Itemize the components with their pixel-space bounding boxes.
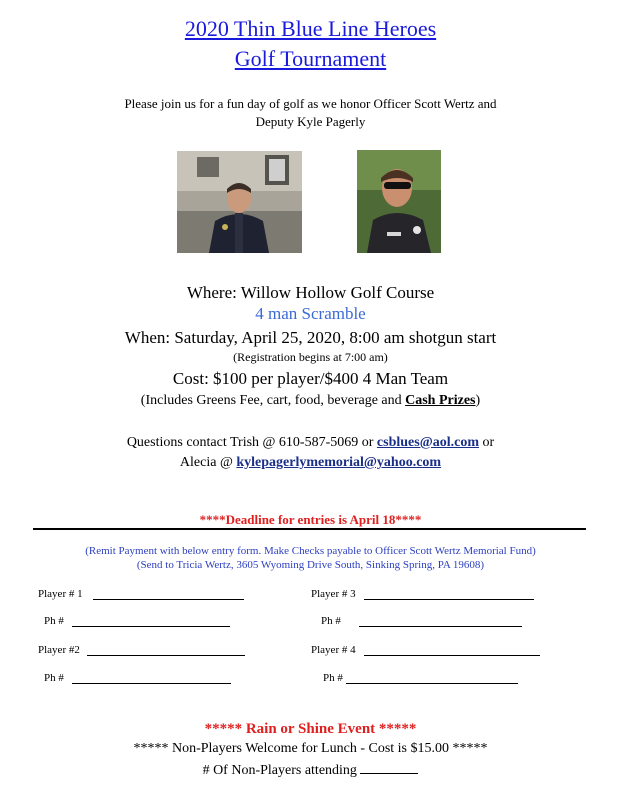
cost-line: Cost: $100 per player/$400 4 Man Team (172, 369, 449, 388)
officer-photo (177, 151, 302, 253)
contact-2-text: Alecia @ (179, 455, 237, 470)
player-4-field[interactable] (364, 655, 540, 656)
player-2-phone-field[interactable] (72, 683, 231, 684)
rain-or-shine-line: ***** Rain or Shine Event ***** (204, 721, 417, 737)
player-2-phone-label: Ph # (44, 672, 64, 684)
title-line-1: 2020 Thin Blue Line Heroes (184, 16, 437, 41)
deadline-line: ****Deadline for entries is April 18**** (199, 512, 422, 527)
player-3-phone-field[interactable] (359, 626, 522, 627)
player-3-field[interactable] (364, 599, 534, 600)
player-1-phone-label: Ph # (44, 615, 64, 627)
non-players-count-field[interactable] (360, 761, 418, 774)
includes-prefix: (Includes Greens Fee, cart, food, beverage and (140, 393, 406, 408)
remit-line-2: (Send to Tricia Wertz, 3605 Wyoming Drive South, Sinking Spring, PA 19608) (136, 559, 485, 571)
player-3-label: Player # 3 (311, 588, 356, 600)
deputy-photo (357, 150, 441, 253)
registration-line: (Registration begins at 7:00 am) (233, 350, 388, 364)
contact-1-suffix: or (479, 435, 495, 450)
non-players-line: ***** Non-Players Welcome for Lunch - Cost is $15.00 ***** (133, 741, 488, 756)
contact-line-2 (0, 455, 621, 471)
player-2-label: Player #2 (38, 644, 80, 656)
cash-prizes: Cash Prizes (405, 393, 476, 408)
where-line: Where: Willow Hollow Golf Course (186, 283, 435, 302)
player-1-label: Player # 1 (38, 588, 83, 600)
player-4-label: Player # 4 (311, 644, 356, 656)
contact-line-1 (0, 435, 621, 451)
section-divider (33, 528, 586, 530)
intro-line-2: Deputy Kyle Pagerly (255, 114, 366, 129)
contact-1-text: Questions contact Trish @ 610-587-5069 or (126, 435, 377, 450)
intro-line-1: Please join us for a fun day of golf as we honor Officer Scott Wertz and (124, 96, 497, 111)
player-4-phone-label: Ph # (323, 672, 343, 684)
title-line-2: Golf Tournament (234, 46, 387, 71)
when-line: When: Saturday, April 25, 2020, 8:00 am shotgun start (124, 328, 497, 347)
player-1-field[interactable] (93, 599, 244, 600)
player-2-field[interactable] (87, 655, 245, 656)
player-3-phone-label: Ph # (321, 615, 341, 627)
contact-2-email-link[interactable]: kylepagerlymemorial@yahoo.com (236, 455, 442, 470)
player-1-phone-field[interactable] (72, 626, 230, 627)
includes-line (0, 393, 621, 409)
format-line: 4 man Scramble (255, 304, 366, 323)
non-players-count-line (0, 761, 621, 779)
contact-1-email-link[interactable]: csblues@aol.com (376, 435, 479, 450)
remit-line-1: (Remit Payment with below entry form. Make Checks payable to Officer Scott Wertz Memorial Fund) (85, 545, 536, 557)
includes-suffix: ) (475, 393, 481, 408)
player-4-phone-field[interactable] (346, 683, 518, 684)
non-players-count-label: # Of Non-Players attending (202, 763, 357, 778)
